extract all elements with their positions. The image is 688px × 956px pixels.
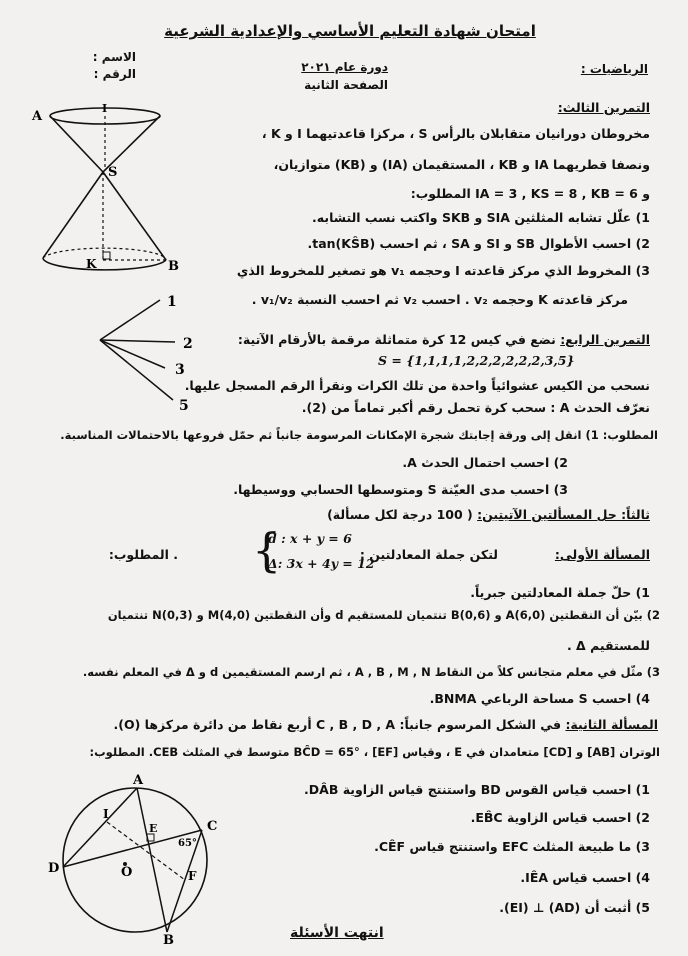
equation-delta: Δ: 3x + 4y = 12 (268, 556, 375, 571)
ex3-line3: و IA = 3 , KS = 8 , KB = 6 المطلوب: (410, 186, 650, 201)
tree-node-3: 3 (175, 362, 185, 378)
circle-label-D: D (48, 861, 60, 876)
prob2-line2: الوتران [AB] و [CD] متعامدان في E ، وقياس BĈD = 65° ، [EF] متوسط في المثلث CEB. المطلوب: (89, 745, 660, 759)
double-cone-figure (28, 100, 208, 280)
cone-generatrix-left-bottom (43, 172, 103, 258)
label-A: A (32, 109, 43, 124)
circle-label-E: E (149, 822, 158, 835)
ex3-line1: مخروطان دورانيان متقابلان بالرأس S ، مركزا قاعدتيهما I و K ، (261, 126, 650, 141)
part3-points: ( 100 درجة لكل مسألة) (327, 507, 473, 522)
prob2-q1: 1) احسب قياس القوس BD واستنتج قياس الزاوية DÂB. (304, 782, 650, 797)
equation-d: d : x + y = 6 (268, 531, 352, 546)
tree-node-1: 1 (167, 294, 177, 310)
segment-AD (63, 788, 137, 867)
circle-label-I: I (103, 807, 109, 821)
label-K: K (86, 257, 97, 271)
ex4-line1 (238, 332, 650, 347)
session-label: دورة عام ٢٠٢١ (301, 60, 388, 74)
circle-label-B: B (163, 933, 174, 947)
prob1-q4: 4) احسب S مساحة الرباعي BNMA. (429, 691, 650, 706)
cone-generatrix-right-bottom (103, 172, 166, 260)
circle-label-F: F (188, 869, 197, 883)
page-label: الصفحة الثانية (304, 78, 388, 92)
subject-label: الرياضيات : (580, 62, 648, 76)
part3-title (327, 507, 650, 522)
ex3-q1: 1) علّل تشابه المثلثين SIA و SKB واكتب نسب التشابه. (312, 210, 650, 225)
prob1-intro: لتكن جملة المعادلتين : (359, 547, 498, 562)
bottom-base-back (43, 248, 166, 260)
end-of-questions: انتهت الأسئلة (290, 925, 384, 941)
ex4-line2: نسحب من الكيس عشوائياً واحدة من تلك الكرات ونقرأ الرقم المسجل عليها. (184, 378, 650, 393)
ex4-sample-set: S = {1,1,1,1,2,2,2,2,2,2,3,5} (378, 353, 575, 368)
prob2-q5: 5) أثبت أن (AD) ⊥ (EI). (499, 900, 650, 915)
ex4-q2: 2) احسب احتمال الحدث A. (402, 455, 568, 470)
circle-label-C: C (207, 819, 218, 834)
branch-2 (100, 340, 175, 342)
branch-5 (100, 340, 173, 400)
circle-O (63, 788, 207, 932)
prob2-heading: المسألة الثانية: (565, 717, 658, 732)
tree-node-2: 2 (183, 336, 193, 352)
circle-label-O: O (121, 865, 133, 880)
prob2-line1 (114, 717, 659, 732)
probability-tree (95, 290, 205, 415)
tree-node-5: 5 (179, 398, 189, 414)
label-B: B (168, 259, 179, 274)
name-label: الاسم : (92, 50, 136, 64)
ex3-q3: 3) المخروط الذي مركز قاعدته I وحجمه v₁ هو تصغير للمخروط الذي (236, 263, 650, 278)
branch-3 (100, 340, 165, 368)
circle-label-A: A (133, 773, 144, 788)
ex4-requirement: المطلوب: 1) انقل إلى ورقة إجابتك شجرة الإمكانات المرسومة جانباً ثم حمّل فروعها بالاحتمالات المناسبة. (60, 428, 658, 442)
prob2-q4: 4) احسب قياس IÊA. (520, 870, 650, 885)
prob1-q2b: للمستقيم Δ . (566, 638, 650, 653)
prob1-q1: 1) حلّ جملة المعادلتين جبرياً. (470, 585, 650, 600)
angle-65-label: 65° (178, 838, 197, 849)
right-angle-mark (103, 252, 110, 259)
exam-title: امتحان شهادة التعليم الأساسي والإعدادية الشرعية (164, 22, 536, 40)
number-label: الرقم : (93, 67, 136, 81)
label-S: S (108, 165, 118, 180)
ex3-heading: التمرين الثالث: (557, 100, 650, 115)
circle-figure (45, 772, 235, 947)
ex4-q3: 3) احسب مدى العيّنة S ومتوسطها الحسابي ووسيطها. (233, 482, 568, 497)
prob1-requirement: . المطلوب: (108, 547, 178, 562)
ex4-line3: نعرّف الحدث A : سحب كرة تحمل رقم أكبر تماماً من (2). (301, 400, 650, 415)
ex3-q2: 2) احسب الأطوال SB و SI و SA ، ثم احسب tan(KŜB). (307, 236, 650, 251)
ex3-q3b: مركز قاعدته K وحجمه v₂ . احسب v₂ ثم احسب النسبة v₁/v₂ . (251, 292, 628, 307)
prob1-q2: 2) بيّن أن النقطتين A(6,0) و B(0,6) تنتميان للمستقيم d وأن النقطتين M(4,0) و N(0,3) تنتميان (107, 608, 660, 622)
prob2-q2: 2) احسب قياس الزاوية EB̂C. (470, 810, 650, 825)
prob2-q3: 3) ما طبيعة المثلث EFC واستنتج قياس CÊF. (374, 839, 650, 854)
label-I: I (102, 102, 108, 115)
part3-heading: ثالثاً: حل المسألتين الآتيتين: (477, 507, 650, 522)
system-brace: { (252, 523, 282, 577)
ex4-heading: التمرين الرابع: (560, 332, 650, 347)
branch-1 (100, 300, 160, 340)
ex4-intro: نضع في كيس 12 كرة متماثلة مرقمة بالأرقام الآتية: (237, 332, 556, 347)
prob1-heading: المسألة الأولى: (554, 547, 650, 562)
ex3-line2: ونصفا قطريهما IA و KB ، المستقيمان (IA) و (KB) متوازيان، (273, 157, 650, 172)
chord-AB (137, 788, 167, 932)
prob2-intro: في الشكل المرسوم جانباً: C , B , D , A أربع نقاط من دائرة مركزها (O). (113, 717, 562, 732)
prob1-q3: 3) مثّل في معلم متجانس كلاً من النقاط A , B , M , N ، ثم ارسم المستقيمين d و Δ في المعلم نفسه. (82, 665, 660, 679)
